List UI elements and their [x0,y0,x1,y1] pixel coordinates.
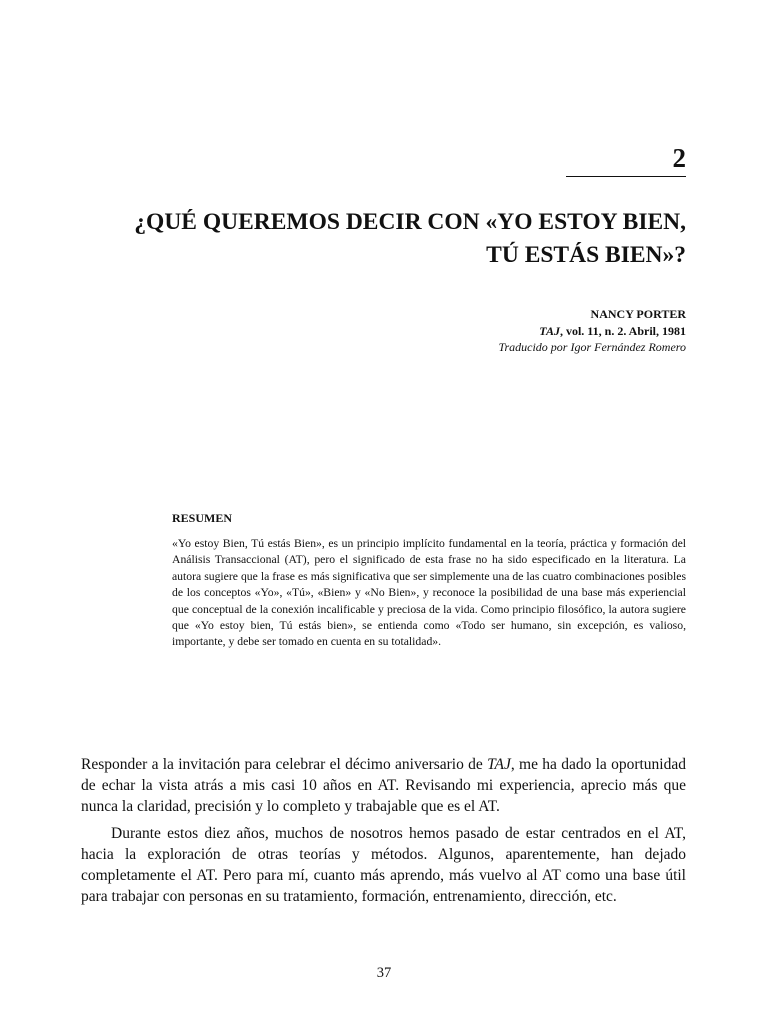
article-title-line-1: ¿QUÉ QUEREMOS DECIR CON «YO ESTOY BIEN, [134,209,686,235]
chapter-number: 2 [672,143,686,173]
article-title [80,206,686,272]
chapter-rule [566,176,686,177]
byline [300,306,686,356]
journal-citation [300,323,686,340]
body-paragraph-1-start: Responder a la invitación para celebrar el décimo aniversario de [81,756,488,773]
page-number: 37 [376,965,392,981]
body-paragraph-1 [81,754,686,817]
translator-credit: Traducido por Igor Fernández Romero [498,340,686,354]
journal-name-inline: TAJ [487,756,511,773]
journal-name: TAJ [539,323,560,338]
author-name: NANCY PORTER [590,307,686,321]
abstract-heading: RESUMEN [172,511,233,525]
abstract-text: «Yo estoy Bien, Tú estás Bien», es un principio implícito fundamental en la teoría, práctica y formación del Análisis Transaccional (AT), pero el significado de esta frase no ha sido especificado en la literatura. La autora sugiere que la frase es más significativa que ser simplemente una de las cuatro combinaciones posibles de los conceptos «Yo», «Tú», «Bien» y «No Bien», y reconoce la posibilidad de una base más experiencial que conceptual de la conexión incalificable y preciosa de la vida. Como principio filosófico, la autora sugiere que «Yo estoy bien, Tú estás bien», se entienda como «Todo ser humano, sin excepción, es valioso, importante, y debe ser tomado en cuenta en su totalidad». [172,537,686,649]
body-text [81,754,686,913]
journal-details: , vol. 11, n. 2. Abril, 1981 [559,323,686,338]
body-paragraph-1-end: , me ha dado la oportunidad de echar la vista atrás a mis casi 10 años en AT. Revisando mi experiencia, aprecio más que nunca la claridad, precisión y lo completo y trabajable que es el AT. [81,756,686,815]
article-title-line-2: TÚ ESTÁS BIEN»? [486,242,686,268]
body-paragraph-2: Durante estos diez años, muchos de nosotros hemos pasado de estar centrados en el AT, hacia la exploración de otras teorías y métodos. Algunos, aparentemente, han dejado completamente el AT. Pero para mí, cuanto más aprendo, más vuelvo al AT como una base útil para trabajar con personas en su tratamiento, formación, entrenamiento, dirección, etc. [81,825,686,905]
